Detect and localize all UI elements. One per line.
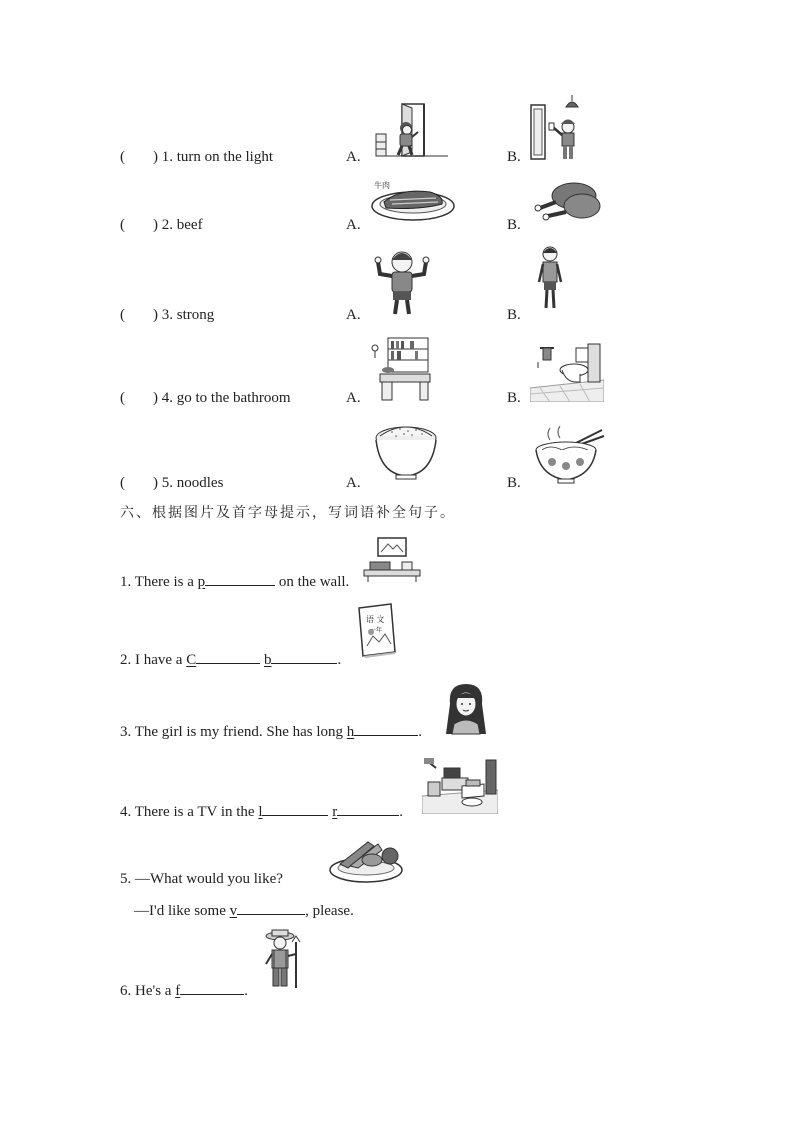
item-text: 2. beef xyxy=(161,217,203,233)
boy-at-door-picture xyxy=(372,100,450,160)
thin-boy-picture xyxy=(535,244,565,312)
fill-blank[interactable] xyxy=(237,900,305,915)
fill-blank[interactable] xyxy=(271,649,337,664)
option-a-label: A. xyxy=(346,390,361,406)
sentence-text: 1. There is a xyxy=(120,574,198,590)
picture-on-wall-picture xyxy=(362,536,422,584)
hint-letter: v xyxy=(229,903,238,919)
option-b-label: B. xyxy=(507,390,521,406)
sentence-text: 3. The girl is my friend. She has long xyxy=(120,724,347,740)
paren-close: ) xyxy=(153,217,158,233)
hint-letter: p xyxy=(197,574,206,590)
book-grade: 一年 xyxy=(370,627,383,634)
sentence-text: 6. He's a xyxy=(120,983,176,999)
beef-caption: 牛肉 xyxy=(374,181,390,190)
strong-boy-picture xyxy=(370,246,434,318)
study-room-picture xyxy=(370,336,436,402)
option-a-label: A. xyxy=(346,307,361,323)
paren-close: ) xyxy=(153,307,158,323)
sentence-5-question: 5. —What would you like? xyxy=(120,871,283,887)
man-at-light-switch-picture xyxy=(528,95,590,163)
hint-letter: C xyxy=(186,652,197,668)
chicken-legs-picture xyxy=(530,178,602,222)
book-title: 语 文 xyxy=(366,615,385,624)
hint-letter: l xyxy=(258,804,263,820)
option-b-label: B. xyxy=(507,149,521,165)
paren-open: ( xyxy=(120,217,125,233)
option-a-label: A. xyxy=(346,149,361,165)
hint-letter: r xyxy=(332,804,338,820)
sentence-2 xyxy=(120,649,341,669)
sentence-4 xyxy=(120,801,403,821)
sentence-text: —I'd like some xyxy=(134,903,230,919)
sentence-5-answer xyxy=(134,900,354,920)
rice-bowl-picture xyxy=(372,422,440,482)
fill-blank[interactable] xyxy=(354,721,418,736)
item-4 xyxy=(120,389,290,407)
hint-letter: b xyxy=(263,652,272,668)
sentence-3 xyxy=(120,721,422,741)
paren-open: ( xyxy=(120,390,125,406)
item-text: 4. go to the bathroom xyxy=(161,390,291,406)
fill-blank[interactable] xyxy=(205,571,275,586)
sentence-1 xyxy=(120,571,349,591)
sentence-text: 4. There is a TV in the xyxy=(120,804,259,820)
item-1 xyxy=(120,148,273,166)
farmer-picture xyxy=(262,928,304,992)
sentence-text: . xyxy=(337,652,342,668)
section-heading: 六、根据图片及首字母提示，写词语补全句子。 xyxy=(120,505,456,521)
paren-close: ) xyxy=(153,475,158,491)
sentence-text: , please. xyxy=(305,903,354,919)
noodle-bowl-picture xyxy=(530,424,606,486)
item-2 xyxy=(120,216,203,234)
fill-blank[interactable] xyxy=(337,801,399,816)
hint-letter: f xyxy=(175,983,181,999)
paren-close: ) xyxy=(153,149,158,165)
bathroom-picture xyxy=(530,340,604,402)
option-b-label: B. xyxy=(507,307,521,323)
vegetables-plate-picture xyxy=(328,832,404,884)
beef-plate-picture xyxy=(370,178,456,222)
item-text: 5. noodles xyxy=(161,475,224,491)
fill-blank[interactable] xyxy=(180,980,244,995)
sentence-text: 2. I have a xyxy=(120,652,187,668)
item-5 xyxy=(120,474,223,492)
sentence-text: . xyxy=(418,724,423,740)
long-haired-girl-picture xyxy=(442,680,488,736)
chinese-book-picture xyxy=(355,602,397,658)
option-b-label: B. xyxy=(507,475,521,491)
paren-open: ( xyxy=(120,475,125,491)
paren-close: ) xyxy=(153,390,158,406)
fill-blank[interactable] xyxy=(196,649,260,664)
option-b-label: B. xyxy=(507,217,521,233)
sentence-text: on the wall. xyxy=(275,574,350,590)
sentence-6 xyxy=(120,980,248,1000)
option-a-label: A. xyxy=(346,475,361,491)
option-a-label: A. xyxy=(346,217,361,233)
sentence-text: . xyxy=(244,983,248,999)
paren-open: ( xyxy=(120,307,125,323)
sentence-text: . xyxy=(399,804,403,820)
paren-open: ( xyxy=(120,149,125,165)
living-room-picture xyxy=(422,756,498,814)
item-text: 1. turn on the light xyxy=(161,149,273,165)
fill-blank[interactable] xyxy=(262,801,328,816)
item-3 xyxy=(120,306,214,324)
item-text: 3. strong xyxy=(161,307,215,323)
hint-letter: h xyxy=(346,724,355,740)
